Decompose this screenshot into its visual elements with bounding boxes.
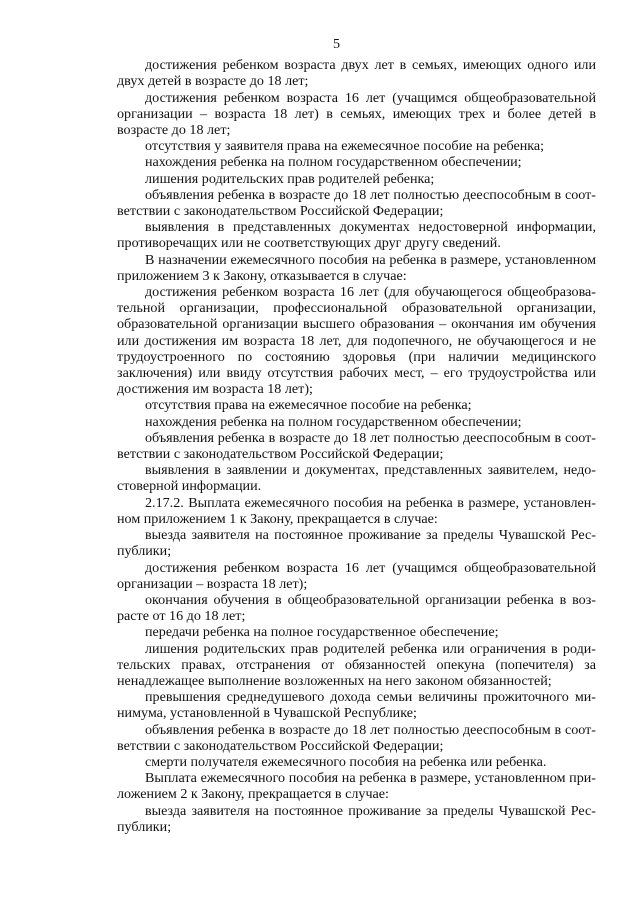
paragraph: достижения ребенком возраста 16 лет (для обучающегося общеобразовательной организации, профессиональной образовательной организации, образовательной организации высшего образования – окончания им обучения или достижения им возраста 18 лет, для подопечного, не обучающегося и не трудоустроенного по состоянию здоровья (при наличии медицинского заключения) или ввиду отсутствия рабочих мест, – его трудоустройства или достижения им возраста 18 лет); (117, 284, 596, 398)
paragraph: объявления ребенка в возрасте до 18 лет полностью дееспособным в соответствии с законодательством Российской Федерации; (117, 721, 596, 754)
paragraph: окончания обучения в общеобразовательной организации ребенка в возрасте от 16 до 18 лет; (117, 591, 596, 625)
paragraph: выезда заявителя на постоянное проживание за пределы Чувашской Республики; (117, 527, 596, 560)
paragraph: выявления в заявлении и документах, представленных заявителем, недостоверной информации. (117, 462, 596, 495)
paragraph: объявления ребенка в возрасте до 18 лет полностью дееспособным в соответствии с законодательством Российской Федерации; (117, 429, 596, 463)
paragraph: лишения родительских прав родителей ребенка или ограничения в родительских правах, отстранения от обязанностей опекуна (попечителя) за ненадлежащее выполнение возложенных на него законом обязанностей; (117, 640, 596, 689)
paragraph: достижения ребенком возраста 16 лет (учащимся общеобразовательной организации – возраста 18 лет); (117, 559, 596, 592)
paragraph: выявления в представленных документах недостоверной информации, противоречащих или не соответствующих друг другу сведений. (117, 219, 596, 252)
paragraph: передачи ребенка на полное государственное обеспечение; (145, 624, 499, 641)
paragraph: Выплата ежемесячного пособия на ребенка в размере, установленном приложением 2 к Закону, прекращается в случае: (117, 770, 596, 803)
paragraph: достижения ребенком возраста двух лет в семьях, имеющих одного или двух детей в возрасте до 18 лет; (117, 57, 596, 90)
paragraph: смерти получателя ежемесячного пособия на ребенка или ребенка. (145, 753, 547, 770)
paragraph: В назначении ежемесячного пособия на ребенка в размере, установленном приложением 3 к Закону, отказывается в случае: (117, 251, 596, 284)
paragraph: отсутствия права на ежемесячное пособие на ребенка; (145, 397, 472, 414)
paragraph: выезда заявителя на постоянное проживание за пределы Чувашской Республики; (117, 802, 596, 835)
paragraph: нахождения ребенка на полном государственном обеспечении; (145, 413, 522, 430)
paragraph: 2.17.2. Выплата ежемесячного пособия на ребенка в размере, установленном приложением 1 к Закону, прекращается в случае: (117, 494, 596, 527)
paragraph: отсутствия у заявителя права на ежемесячное пособие на ребенка; (145, 138, 545, 155)
paragraph: объявления ребенка в возрасте до 18 лет полностью дееспособным в соответствии с законодательством Российской Федерации; (117, 186, 596, 220)
body-text (117, 57, 596, 835)
paragraph: лишения родительских прав родителей ребенка; (145, 170, 435, 187)
paragraph: достижения ребенком возраста 16 лет (учащимся общеобразовательной организации – возраста 18 лет) в семьях, имеющих трех и более детей в возрасте до 18 лет; (117, 89, 596, 139)
paragraph: превышения среднедушевого дохода семьи величины прожиточного минимума, установленной в Чувашской Республике; (117, 689, 596, 722)
paragraph: нахождения ребенка на полном государственном обеспечении; (145, 154, 522, 171)
page-number: 5 (332, 36, 341, 52)
